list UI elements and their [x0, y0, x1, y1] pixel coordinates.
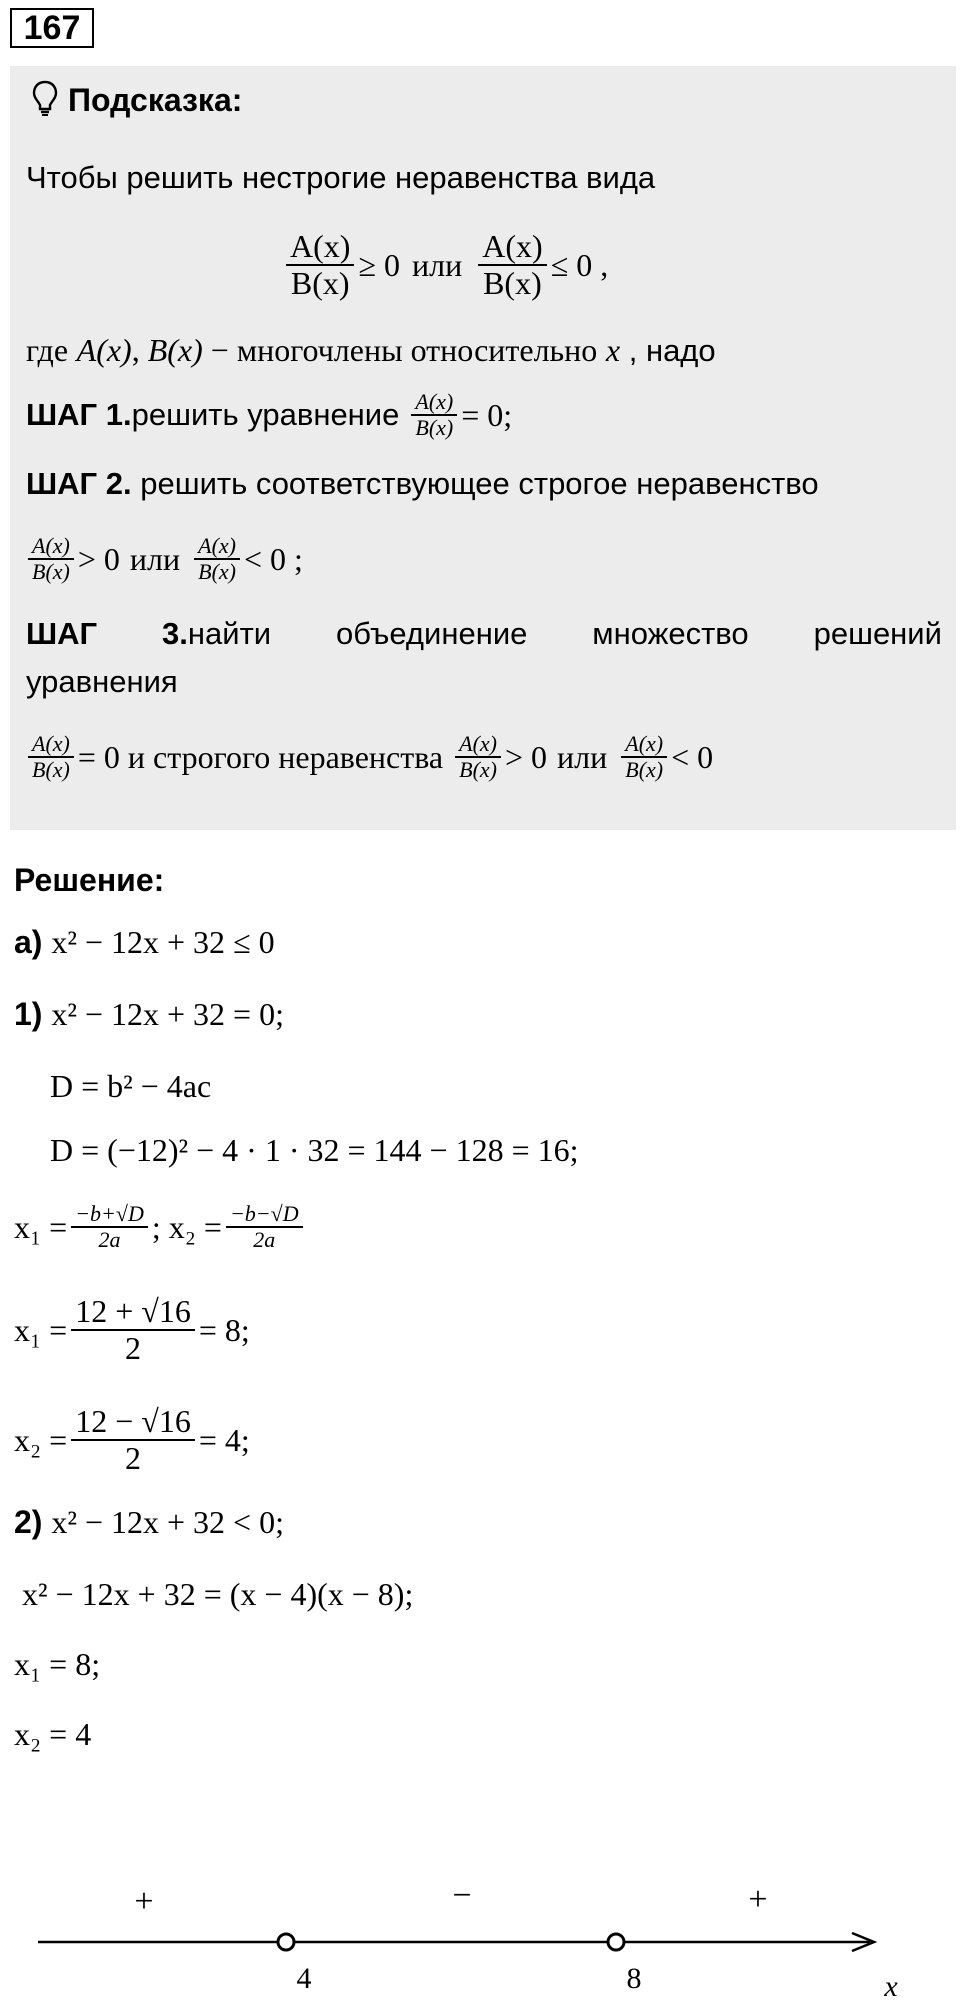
hint-header — [32, 80, 242, 120]
hint-step3-formula: $\frac{A(x)}{B(x)}$ = 0 и строгого неравенства $\frac{A(x)}{B(x)}$ > 0 или $\frac{A(x)}{B(x)}$ < 0 — [24, 724, 713, 790]
root-x1-calc: x₁ = $\frac{12 + √16}{2}$ = 8; — [14, 1292, 250, 1366]
factorization: x² − 12x + 32 = (x − 4)(x − 8); — [22, 1576, 414, 1612]
fraction-a-over-b: $\frac{A(x)}{B(x)}$ — [478, 229, 546, 301]
x1-value: x₁ = 8; — [14, 1646, 101, 1682]
point-label-4: 4 — [296, 1962, 312, 1995]
interval-sign: + — [748, 1881, 768, 1918]
solution-title: Решение: — [14, 862, 165, 898]
point-label-8: 8 — [626, 1962, 642, 1995]
hint-step2-formula: $\frac{A(x)}{B(x)}$ > 0 или $\frac{A(x)}{B(x)}$ < 0 ; — [24, 526, 303, 592]
hint-step3-line2: уравнения — [26, 664, 178, 699]
hint-step2: ШАГ 2. решить соответствующее строгое неравенство — [26, 466, 819, 501]
step2-inequality: 2) x² − 12x + 32 < 0; — [14, 1504, 284, 1540]
number-line — [0, 1840, 960, 2004]
interval-sign: + — [134, 1883, 154, 1920]
hint-title: Подсказка: — [68, 81, 243, 118]
hint-intro: Чтобы решить нестрогие неравенства вида — [26, 160, 656, 195]
root-x2-calc: x₂ = $\frac{12 - √16}{2}$ = 4; — [14, 1402, 250, 1476]
open-point-8 — [608, 1934, 624, 1950]
lightbulb-icon — [32, 80, 58, 121]
hint-box — [10, 66, 956, 830]
step1-equation: 1) x² − 12x + 32 = 0; — [14, 996, 284, 1032]
discriminant-calc: D = (−12)² − 4 · 1 · 32 = 144 − 128 = 16; — [50, 1132, 579, 1168]
task-number: 167 — [10, 8, 94, 48]
axis-label: x — [884, 1970, 898, 2003]
hint-where-line: где A(x), B(x) − многочлены относительно x , надо — [26, 332, 716, 368]
hint-step1: ШАГ 1. решить уравнение $\frac{A(x)}{B(x)}$ = 0; — [26, 388, 513, 440]
x2-value: x₂ = 4 — [14, 1716, 92, 1752]
hint-step3: ШАГ 3.найти объединение множество решений — [26, 616, 942, 651]
open-point-4 — [278, 1934, 294, 1950]
interval-sign: − — [452, 1877, 472, 1914]
hint-formula: $\frac{A(x)}{B(x)}$ ≥ 0 или $\frac{A(x)}{B(x)}$ ≤ 0 , — [282, 220, 608, 310]
roots-formula: x₁ = $\frac{-b+√D}{2a}$ ; x₂ = $\frac{-b-√D}{2a}$ — [14, 1192, 307, 1262]
part-a: а) x² − 12x + 32 ≤ 0 — [14, 924, 275, 960]
fraction-a-over-b: $\frac{A(x)}{B(x)}$ — [286, 229, 354, 301]
discriminant-formula: D = b² − 4ac — [50, 1068, 212, 1104]
